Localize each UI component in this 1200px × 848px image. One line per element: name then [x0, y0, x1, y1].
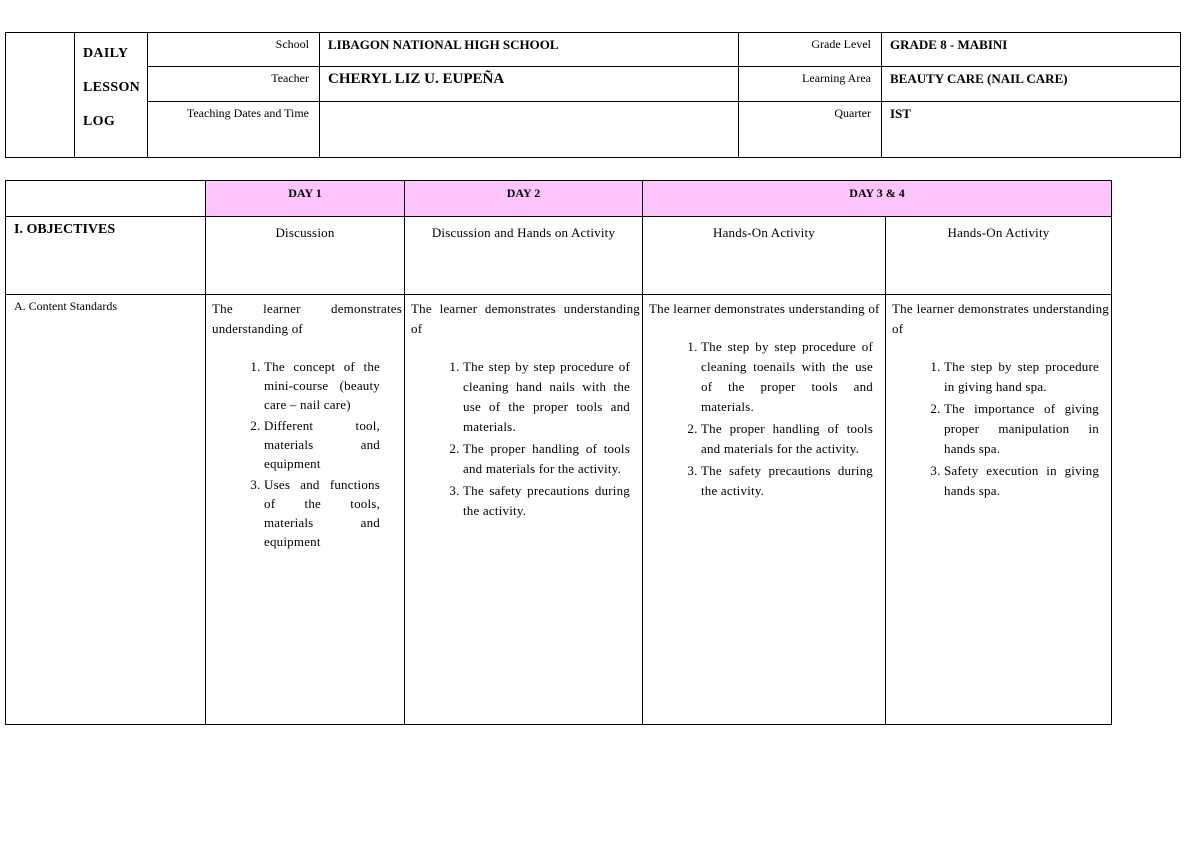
content-intro: The learner demonstrates understanding of — [411, 301, 640, 336]
objective-day-1: Discussion — [206, 217, 405, 295]
list-item: 1. The step by step procedure of cleaning toenails with the use of the proper tools and materials. — [701, 337, 883, 417]
content-intro: The learner demonstrates understanding of — [212, 301, 402, 336]
dll-title — [75, 33, 148, 158]
teacher-label: Teacher — [148, 67, 320, 102]
list-item: 3. The safety precautions during the activity. — [701, 461, 883, 501]
dll-header-table — [5, 32, 1181, 158]
grade-level-label: Grade Level — [739, 33, 882, 67]
content-intro: The learner demonstrates understanding of — [892, 301, 1110, 336]
header-blank-cell — [6, 33, 75, 158]
teaching-dates-label: Teaching Dates and Time — [148, 102, 320, 158]
day-1-header: DAY 1 — [206, 181, 405, 217]
teaching-dates-value — [320, 102, 739, 158]
grade-level-value: GRADE 8 - MABINI — [882, 33, 1181, 67]
list-item: 2. Different tool, materials and equipment — [264, 416, 402, 473]
objective-day-4: Hands-On Activity — [886, 217, 1112, 295]
list-item: 3. The safety precautions during the activity. — [463, 481, 640, 521]
list-item: 3. Safety execution in giving hands spa. — [944, 461, 1109, 501]
quarter-label: Quarter — [739, 102, 882, 158]
content-standards-label: A. Content Standards — [6, 295, 206, 725]
content-standard-day-3 — [643, 295, 886, 725]
content-standard-day-4 — [886, 295, 1112, 725]
content-list — [411, 357, 640, 521]
content-list — [649, 337, 883, 501]
school-label: School — [148, 33, 320, 67]
list-item: 2. The importance of giving proper manipulation in hands spa. — [944, 399, 1109, 459]
corner-cell — [6, 181, 206, 217]
list-item: 2. The proper handling of tools and materials for the activity. — [701, 419, 883, 459]
content-standard-day-1 — [206, 295, 405, 725]
content-standard-day-2 — [405, 295, 643, 725]
dll-title-line: DAILY — [83, 46, 129, 61]
objectives-label: I. OBJECTIVES — [6, 217, 206, 295]
learning-area-value: BEAUTY CARE (NAIL CARE) — [882, 67, 1181, 102]
list-item: 1. The step by step procedure in giving hand spa. — [944, 357, 1109, 397]
content-list — [892, 357, 1109, 501]
teacher-value: CHERYL LIZ U. EUPEÑA — [320, 67, 739, 102]
learning-area-label: Learning Area — [739, 67, 882, 102]
school-value: LIBAGON NATIONAL HIGH SCHOOL — [320, 33, 739, 67]
day-2-header: DAY 2 — [405, 181, 643, 217]
list-item: 2. The proper handling of tools and materials for the activity. — [463, 439, 640, 479]
list-item: 1. The concept of the mini-course (beauty care – nail care) — [264, 357, 402, 414]
content-list — [212, 357, 402, 551]
objective-day-3: Hands-On Activity — [643, 217, 886, 295]
objective-day-2: Discussion and Hands on Activity — [405, 217, 643, 295]
dll-title-line: LESSON — [83, 80, 141, 95]
content-intro: The learner demonstrates understanding of — [649, 301, 880, 316]
day-3-4-header: DAY 3 & 4 — [643, 181, 1112, 217]
quarter-value: IST — [882, 102, 1181, 158]
list-item: 3. Uses and functions of the tools, materials and equipment — [264, 475, 402, 551]
lesson-plan-table — [5, 180, 1112, 725]
dll-title-line: LOG — [83, 114, 116, 129]
list-item: 1. The step by step procedure of cleaning hand nails with the use of the proper tools and materials. — [463, 357, 640, 437]
